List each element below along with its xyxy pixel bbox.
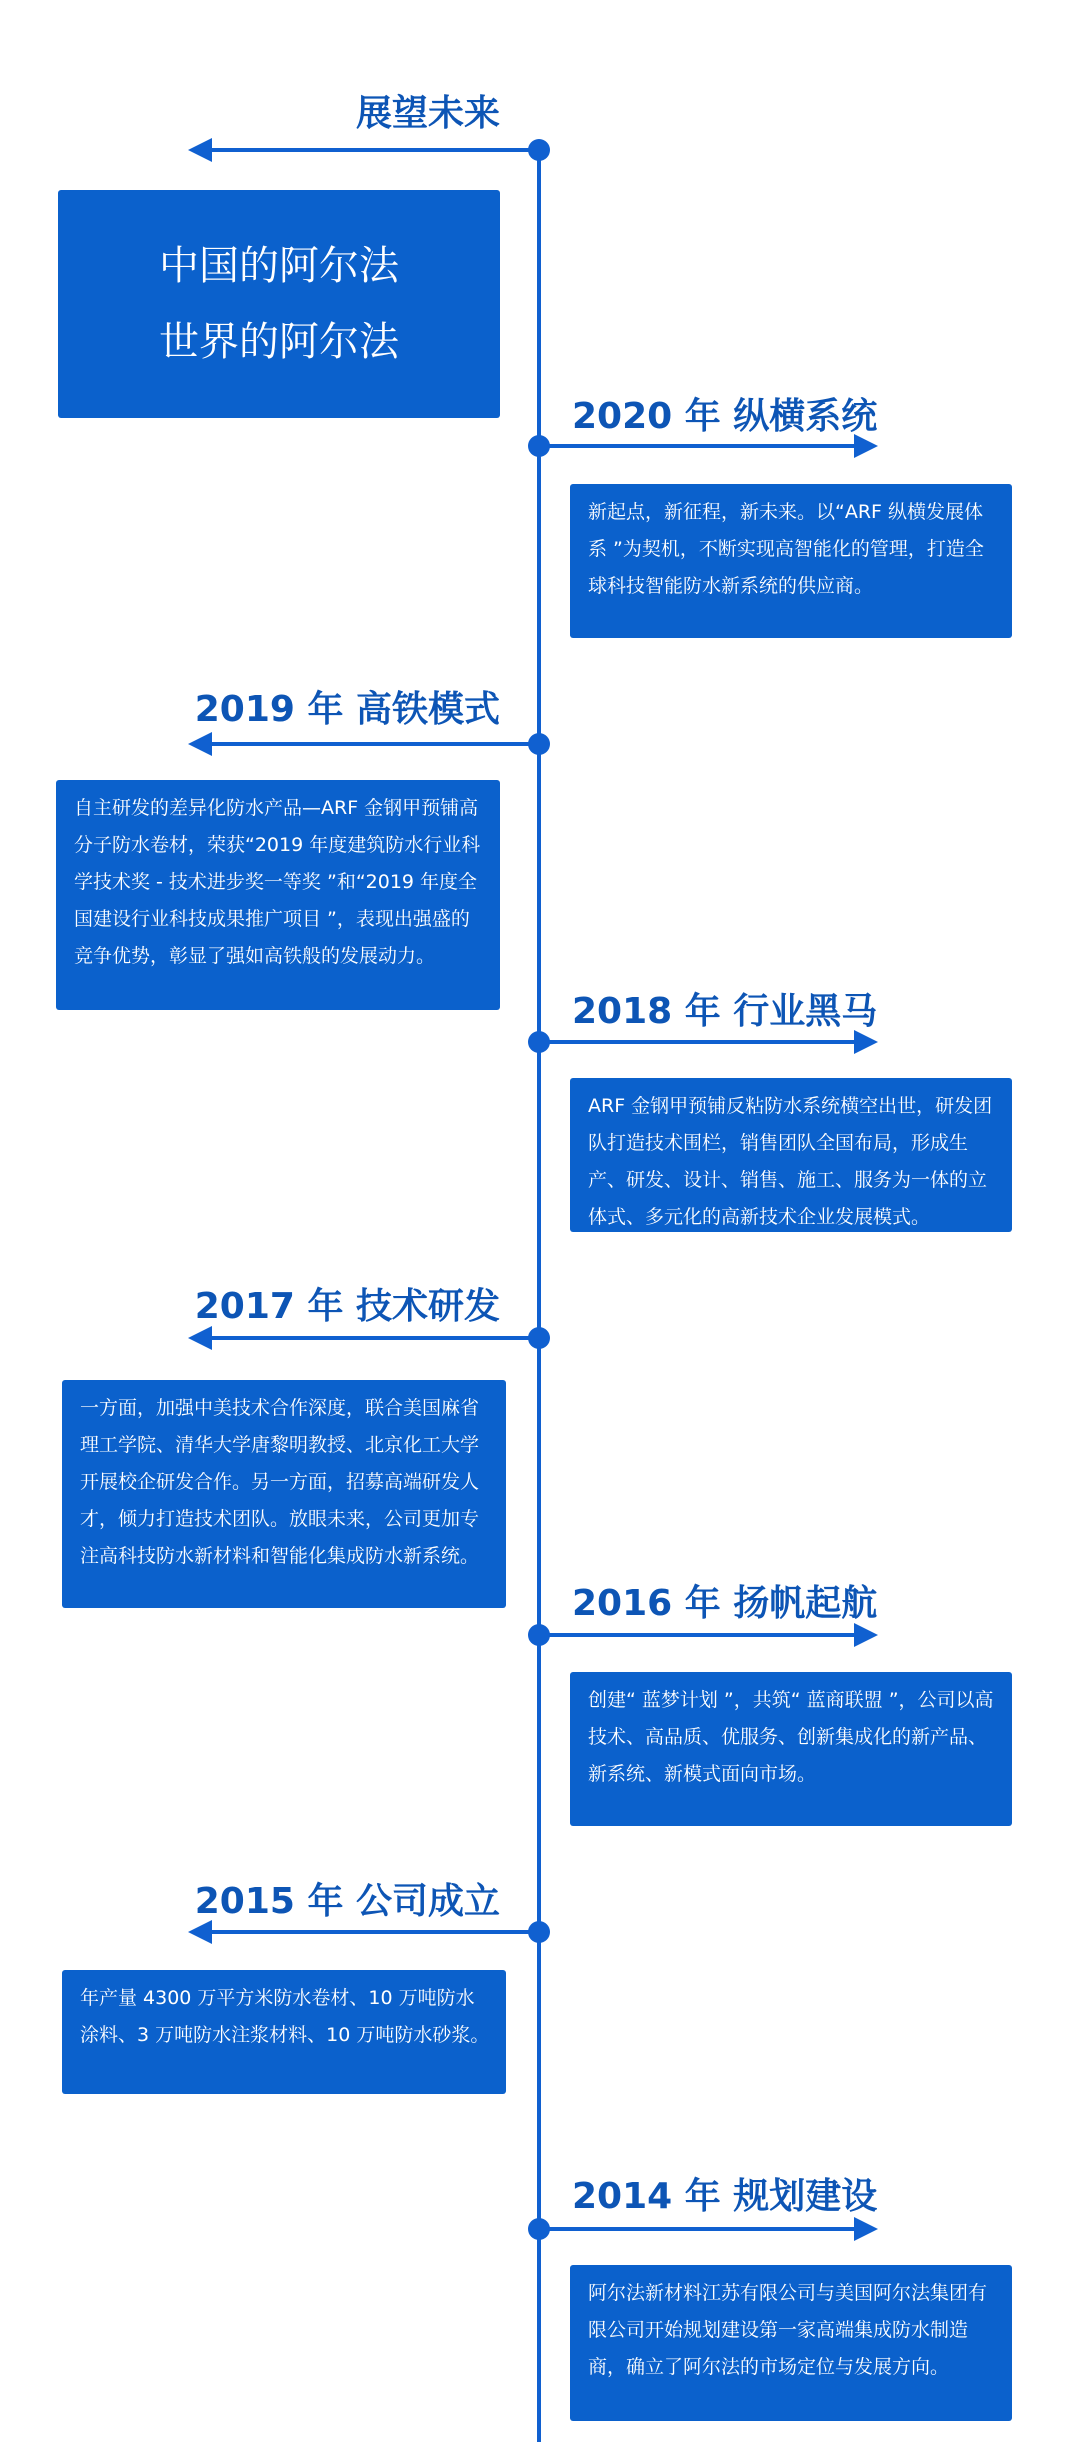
milestone-2017-node (528, 1327, 550, 1349)
milestone-2018-heading: 2018 年 行业黑马 (572, 991, 878, 1032)
milestone-2016-heading: 2016 年 扬帆起航 (572, 1583, 878, 1624)
milestone-2014-text: 阿尔法新材料江苏有限公司与美国阿尔法集团有限公司开始规划建设第一家高端集成防水制造商，确立了阿尔法的市场定位与发展方向。 (588, 2282, 988, 2378)
future-heading: 展望未来 (355, 93, 500, 134)
timeline-line (537, 150, 541, 2442)
intro-box (58, 190, 500, 418)
milestone-2018-text: ARF 金钢甲预铺反粘防水系统横空出世，研发团队打造技术围栏，销售团队全国布局，形成生产、研发、设计、销售、施工、服务为一体的立体式、多元化的高新技术企业发展模式。 (588, 1095, 993, 1228)
milestone-2018-node (528, 1031, 550, 1053)
milestone-2019-node (528, 733, 550, 755)
intro-line-2: 世界的阿尔法 (159, 319, 399, 365)
intro-line-1: 中国的阿尔法 (159, 243, 399, 289)
milestone-2016-box (570, 1672, 1012, 1826)
milestone-2017-text: 一方面，加强中美技术合作深度，联合美国麻省理工学院、清华大学唐黎明教授、北京化工大学开展校企研发合作。另一方面，招募高端研发人才，倾力打造技术团队。放眼未来，公司更加专注高科技防水新材料和智能化集成防水新系统。 (80, 1397, 480, 1567)
milestone-2020-heading: 2020 年 纵横系统 (572, 396, 878, 437)
milestone-2016-node (528, 1624, 550, 1646)
milestone-2014-heading: 2014 年 规划建设 (572, 2176, 878, 2217)
future-node (528, 139, 550, 161)
milestone-2020-node (528, 435, 550, 457)
milestone-2019-heading: 2019 年 高铁模式 (194, 689, 500, 730)
milestone-2015-box (62, 1970, 506, 2094)
future-arrow (210, 148, 538, 152)
milestone-2016-arrow (540, 1633, 856, 1637)
milestone-2019-arrow (210, 742, 538, 746)
milestone-2020-text: 新起点，新征程，新未来。以“ARF 纵横发展体系 ”为契机，不断实现高智能化的管理，打造全球科技智能防水新系统的供应商。 (588, 501, 984, 597)
milestone-2015-heading: 2015 年 公司成立 (194, 1881, 500, 1922)
milestone-2014-node (528, 2218, 550, 2240)
milestone-2014-box (570, 2265, 1012, 2421)
milestone-2017-heading: 2017 年 技术研发 (194, 1286, 500, 1327)
milestone-2015-node (528, 1921, 550, 1943)
milestone-2015-text: 年产量 4300 万平方米防水卷材、10 万吨防水涂料、3 万吨防水注浆材料、10 万吨防水砂浆。 (80, 1987, 490, 2046)
milestone-2020-box (570, 484, 1012, 638)
milestone-2019-box (56, 780, 500, 1010)
milestone-2019-text: 自主研发的差异化防水产品—ARF 金钢甲预铺高分子防水卷材，荣获“2019 年度建筑防水行业科学技术奖 - 技术进步奖一等奖 ”和“2019 年度全国建设行业科技成果推广项目 ”，表现出强盛的竞争优势，彰显了强如高铁般的发展动力。 (74, 797, 481, 967)
milestone-2018-box (570, 1078, 1012, 1232)
milestone-2018-arrow (540, 1040, 856, 1044)
milestone-2016-text: 创建“ 蓝梦计划 ”，共筑“ 蓝商联盟 ”，公司以高技术、高品质、优服务、创新集成化的新产品、新系统、新模式面向市场。 (588, 1689, 994, 1785)
milestone-2020-arrow (540, 444, 856, 448)
milestone-2015-arrow (210, 1930, 538, 1934)
milestone-2017-arrow (210, 1336, 538, 1340)
milestone-2017-box (62, 1380, 506, 1608)
milestone-2014-arrow (540, 2227, 856, 2231)
